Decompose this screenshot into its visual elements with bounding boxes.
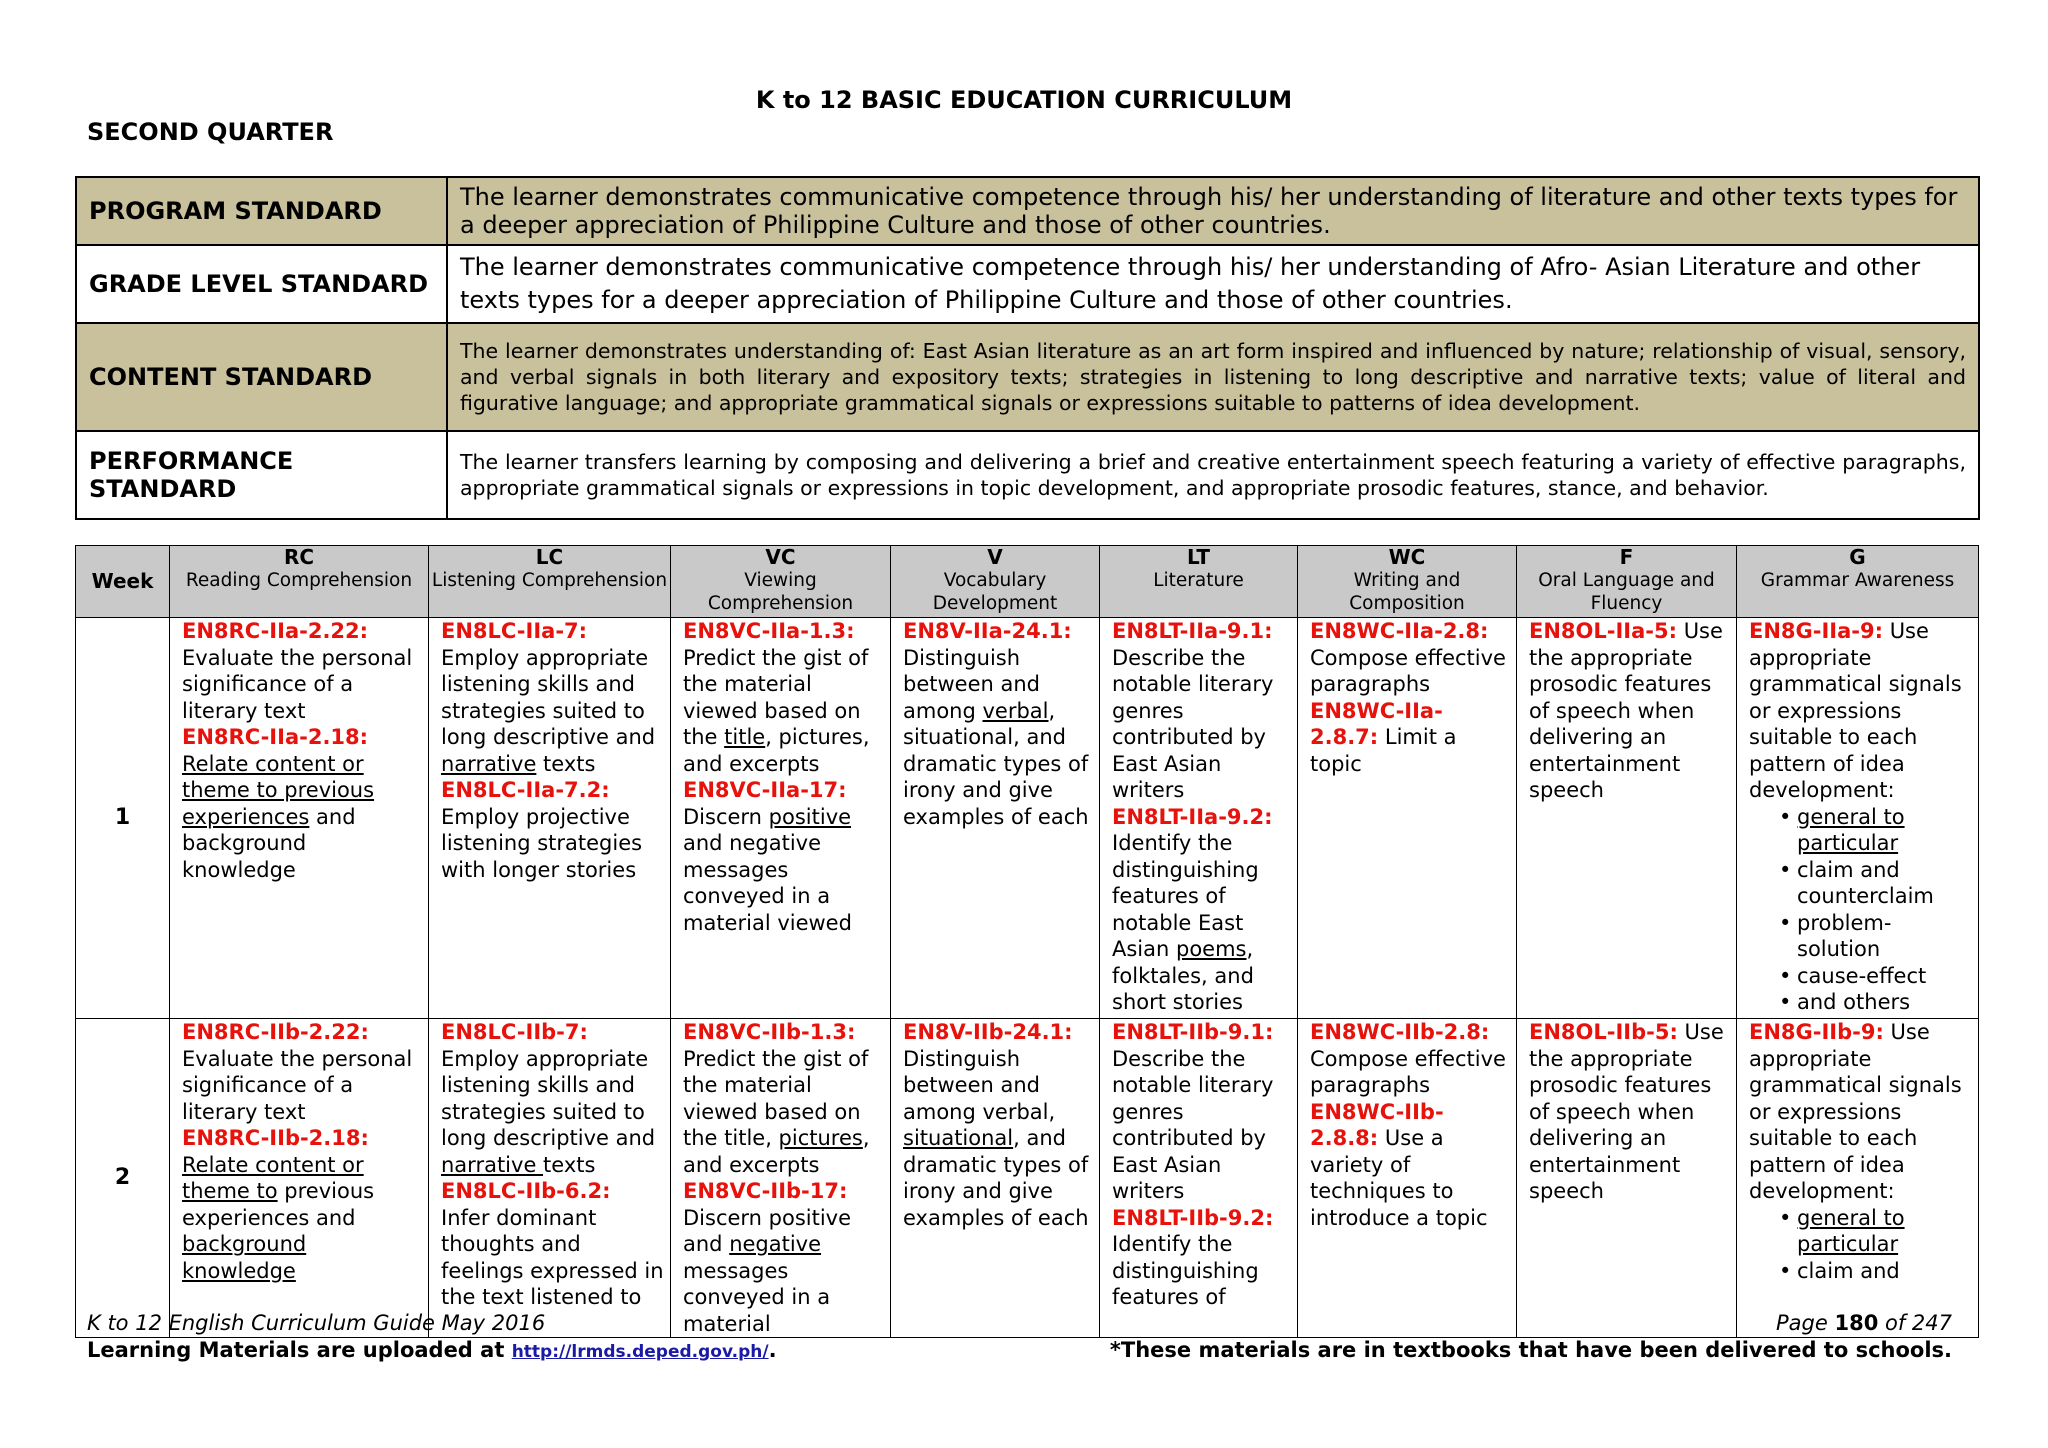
- vc-cell: [671, 618, 891, 1019]
- column-name: Vocabulary Development: [932, 570, 1058, 614]
- competency-text: messages conveyed in a material: [683, 1258, 831, 1336]
- v-cell: [891, 618, 1100, 1019]
- competency-code: EN8RC-IIa-2.22:: [182, 619, 369, 643]
- footer-page-number: [1776, 1311, 1952, 1335]
- competency-text: texts: [536, 751, 596, 776]
- competency-text: , and dramatic types of irony and give examples of each: [903, 1126, 1089, 1230]
- competency-text: , situational, and dramatic types of irony and give examples of each: [903, 698, 1089, 829]
- column-code: LC: [535, 545, 564, 569]
- competency-code: EN8LT-IIb-9.1:: [1112, 1020, 1274, 1044]
- week-number: 2: [76, 1019, 170, 1338]
- competency-code: EN8LC-IIb-7:: [441, 1020, 588, 1044]
- column-code: LT: [1186, 545, 1211, 569]
- competency-text: Use a variety of techniques to introduce a topic: [1310, 1126, 1488, 1230]
- competency-code: EN8WC-IIa-2.8.7:: [1310, 698, 1443, 749]
- lrmds-link[interactable]: http://lrmds.deped.gov.ph/: [511, 1342, 769, 1362]
- column-name: Oral Language and Fluency: [1538, 570, 1715, 614]
- list-item: • general to particular: [1797, 1205, 1972, 1258]
- column-name: Grammar Awareness: [1760, 570, 1955, 591]
- column-name: Listening Comprehension: [431, 570, 668, 591]
- competency-text: narrative: [441, 1152, 544, 1177]
- column-code: VC: [765, 545, 796, 569]
- upload-end: .: [768, 1338, 777, 1362]
- competency-text: Predict the gist of the material viewed based on the: [683, 645, 869, 749]
- competency-code: EN8VC-IIb-17:: [683, 1179, 848, 1203]
- competency-text: Use the appropriate prosodic features of speech when delivering an entertainment speech: [1529, 1020, 1724, 1203]
- competency-code: EN8V-IIa-24.1:: [903, 619, 1072, 643]
- competency-text: , pictures, and excerpts: [683, 725, 870, 776]
- competency-text: Distinguish between and among: [903, 645, 1040, 723]
- competency-text: Compose effective paragraphs: [1310, 645, 1506, 696]
- competency-code: EN8RC-IIa-2.18:: [182, 725, 369, 749]
- competency-code: EN8RC-IIb-2.22:: [182, 1020, 369, 1044]
- competency-text: pictures: [778, 1126, 863, 1150]
- competency-text: Identify the distinguishing features of notable East Asian: [1112, 831, 1259, 961]
- competency-code: EN8G-IIb-9:: [1749, 1020, 1884, 1044]
- page-title: K to 12 BASIC EDUCATION CURRICULUM: [755, 86, 1293, 114]
- wc-cell: [1298, 618, 1517, 1019]
- column-name: Viewing Comprehension: [707, 570, 854, 614]
- idea-pattern-list: [1749, 1205, 1972, 1285]
- competency-text: background knowledge: [182, 1232, 307, 1283]
- competency-header-row: [76, 546, 1979, 618]
- competency-code: EN8VC-IIa-17:: [683, 778, 847, 802]
- column-header-rc: [170, 546, 429, 618]
- competency-text: title: [724, 725, 766, 749]
- lt-cell: [1100, 1019, 1298, 1338]
- footer-guide-title: K to 12 English Curriculum Guide May 2016: [87, 1311, 546, 1335]
- lc-cell: [429, 618, 671, 1019]
- lc-cell: [429, 1019, 671, 1338]
- lt-cell: [1100, 618, 1298, 1019]
- competency-text: previous experiences and: [182, 1179, 375, 1230]
- competency-text: Relate content or theme to previous experiences: [182, 751, 375, 829]
- f-cell: [1517, 1019, 1737, 1338]
- column-header-lt: [1100, 546, 1298, 618]
- list-item: • problem-solution: [1797, 910, 1972, 963]
- standard-text: The learner transfers learning by composing and delivering a brief and creative entertainment speech featuring a variety of effective paragraphs, appropriate grammatical signals or expressions in topic development, and appropriate prosodic features, stance, and behavior.: [447, 431, 1979, 519]
- week-row: [76, 618, 1979, 1019]
- competency-text: , and excerpts: [683, 1126, 870, 1177]
- column-code: RC: [283, 545, 315, 569]
- column-header-f: [1517, 546, 1737, 618]
- standard-text: The learner demonstrates understanding of: East Asian literature as an art form inspired and influenced by nature; relationship of visual, sensory, and verbal signals in both literary and expository texts; strategies in listening to long descriptive and narrative texts; value of literal and figurative language; and appropriate grammatical signals or expressions suitable to patterns of idea development.: [447, 323, 1979, 431]
- list-item: • cause-effect: [1797, 963, 1972, 990]
- standard-text: The learner demonstrates communicative competence through his/ her understanding of literature and other texts types for a deeper appreciation of Philippine Culture and those of other countries.: [447, 177, 1979, 245]
- competency-text: Use appropriate grammatical signals or expressions suitable to each pattern of idea development:: [1749, 619, 1962, 802]
- column-code: WC: [1388, 545, 1426, 569]
- list-item: • claim and counterclaim: [1797, 857, 1972, 910]
- competency-code: EN8OL-IIb-5:: [1529, 1020, 1678, 1044]
- week-number: 1: [76, 618, 170, 1019]
- standards-table: [75, 176, 1980, 520]
- competency-code: EN8WC-IIb-2.8:: [1310, 1020, 1490, 1044]
- footer-upload-note: [87, 1338, 777, 1362]
- rc-cell: [170, 1019, 429, 1338]
- competency-code: EN8VC-IIb-1.3:: [683, 1020, 856, 1044]
- competency-text: texts: [543, 1152, 596, 1177]
- standard-label: CONTENT STANDARD: [76, 323, 447, 431]
- competency-text: Compose effective paragraphs: [1310, 1046, 1506, 1097]
- f-cell: [1517, 618, 1737, 1019]
- competency-text: , folktales, and short stories: [1112, 937, 1254, 1014]
- rc-cell: [170, 618, 429, 1019]
- list-item: • and others: [1797, 989, 1972, 1016]
- competency-text: Use appropriate grammatical signals or expressions suitable to each pattern of idea development:: [1749, 1020, 1962, 1203]
- column-header-wc: [1298, 546, 1517, 618]
- column-name: Literature: [1153, 570, 1244, 591]
- competency-text: Infer dominant thoughts and feelings expressed in the text listened to: [441, 1205, 664, 1309]
- competency-text: Evaluate the personal significance of a literary text: [182, 1046, 413, 1124]
- standard-label: PERFORMANCE STANDARD: [76, 431, 447, 519]
- competency-text: Use the appropriate prosodic features of speech when delivering an entertainment speech: [1529, 619, 1723, 802]
- competency-text: and background knowledge: [182, 804, 356, 882]
- competency-text: situational: [903, 1126, 1014, 1150]
- list-item: • general to particular: [1797, 804, 1972, 857]
- standard-label: PROGRAM STANDARD: [76, 177, 447, 245]
- competency-text: Describe the notable literary genres contributed by East Asian writers: [1112, 1046, 1274, 1203]
- competency-text: narrative: [441, 751, 537, 776]
- competency-text: and negative messages conveyed in a material viewed: [683, 831, 852, 935]
- column-name: Reading Comprehension: [185, 570, 413, 591]
- competency-text: Identify the distinguishing features of: [1112, 1232, 1259, 1309]
- competency-text: Discern: [683, 804, 769, 829]
- competency-text: negative: [729, 1232, 822, 1256]
- column-code: V: [987, 545, 1003, 569]
- column-header-g: [1737, 546, 1979, 618]
- competency-text: Relate content or theme to: [182, 1152, 364, 1203]
- standard-row-content: [76, 323, 1979, 431]
- competency-code: EN8LT-IIa-9.1:: [1112, 619, 1273, 643]
- standard-row-performance: [76, 431, 1979, 519]
- competency-text: Describe the notable literary genres contributed by East Asian writers: [1112, 645, 1274, 802]
- competency-text: Distinguish between and among verbal,: [903, 1046, 1056, 1124]
- competency-code: EN8V-IIb-24.1:: [903, 1020, 1073, 1044]
- competency-text: verbal: [982, 698, 1049, 723]
- standard-label: GRADE LEVEL STANDARD: [76, 245, 447, 323]
- competency-text: positive: [768, 804, 852, 829]
- column-name: Writing and Composition: [1349, 570, 1465, 614]
- competency-code: EN8WC-IIa-2.8:: [1310, 619, 1489, 643]
- v-cell: [891, 1019, 1100, 1338]
- upload-text: Learning Materials are uploaded at: [87, 1338, 512, 1362]
- wc-cell: [1298, 1019, 1517, 1338]
- competency-table: [75, 545, 1979, 1338]
- quarter-heading: SECOND QUARTER: [87, 118, 334, 146]
- competency-text: Discern positive and: [683, 1205, 852, 1256]
- competency-text: Evaluate the personal significance of a literary text: [182, 645, 413, 723]
- vc-cell: [671, 1019, 891, 1338]
- competency-code: EN8RC-IIb-2.18:: [182, 1126, 369, 1150]
- week-header: Week: [76, 546, 170, 618]
- column-header-v: [891, 546, 1100, 618]
- idea-pattern-list: [1749, 804, 1972, 1016]
- competency-code: EN8LT-IIa-9.2:: [1112, 804, 1273, 829]
- footer-textbook-note: *These materials are in textbooks that have been delivered to schools.: [1109, 1338, 1952, 1362]
- standard-row-grade-level: [76, 245, 1979, 323]
- competency-text: Limit a topic: [1310, 725, 1457, 776]
- column-code: F: [1619, 545, 1634, 569]
- page-prefix: Page: [1776, 1311, 1835, 1335]
- competency-code: EN8WC-IIb-2.8.8:: [1310, 1099, 1444, 1150]
- competency-code: EN8LT-IIb-9.2:: [1112, 1205, 1274, 1230]
- competency-text: Employ projective listening strategies with longer stories: [441, 804, 643, 882]
- competency-text: Predict the gist of the material viewed based on the title,: [683, 1046, 869, 1150]
- column-header-vc: [671, 546, 891, 618]
- competency-code: EN8LC-IIa-7:: [441, 619, 588, 643]
- g-cell: [1737, 1019, 1979, 1338]
- standard-row-program: [76, 177, 1979, 245]
- column-header-lc: [429, 546, 671, 618]
- competency-code: EN8LC-IIa-7.2:: [441, 778, 610, 802]
- column-code: G: [1849, 545, 1866, 569]
- competency-text: poems: [1176, 937, 1247, 961]
- competency-code: EN8LC-IIb-6.2:: [441, 1179, 611, 1203]
- competency-code: EN8OL-IIa-5:: [1529, 619, 1678, 643]
- week-row: [76, 1019, 1979, 1338]
- competency-text: Employ appropriate listening skills and strategies suited to long descriptive and: [441, 1046, 656, 1150]
- standard-text: The learner demonstrates communicative competence through his/ her understanding of Afro- Asian Literature and other texts types for a deeper appreciation of Philippine Culture and those of other countries.: [447, 245, 1979, 323]
- list-item: • claim and: [1797, 1258, 1972, 1285]
- competency-text: Employ appropriate listening skills and strategies suited to long descriptive and: [441, 645, 656, 749]
- g-cell: [1737, 618, 1979, 1019]
- page-total: of 247: [1878, 1311, 1952, 1335]
- competency-code: EN8VC-IIa-1.3:: [683, 619, 855, 643]
- page-current: 180: [1834, 1311, 1879, 1335]
- competency-code: EN8G-IIa-9:: [1749, 619, 1884, 643]
